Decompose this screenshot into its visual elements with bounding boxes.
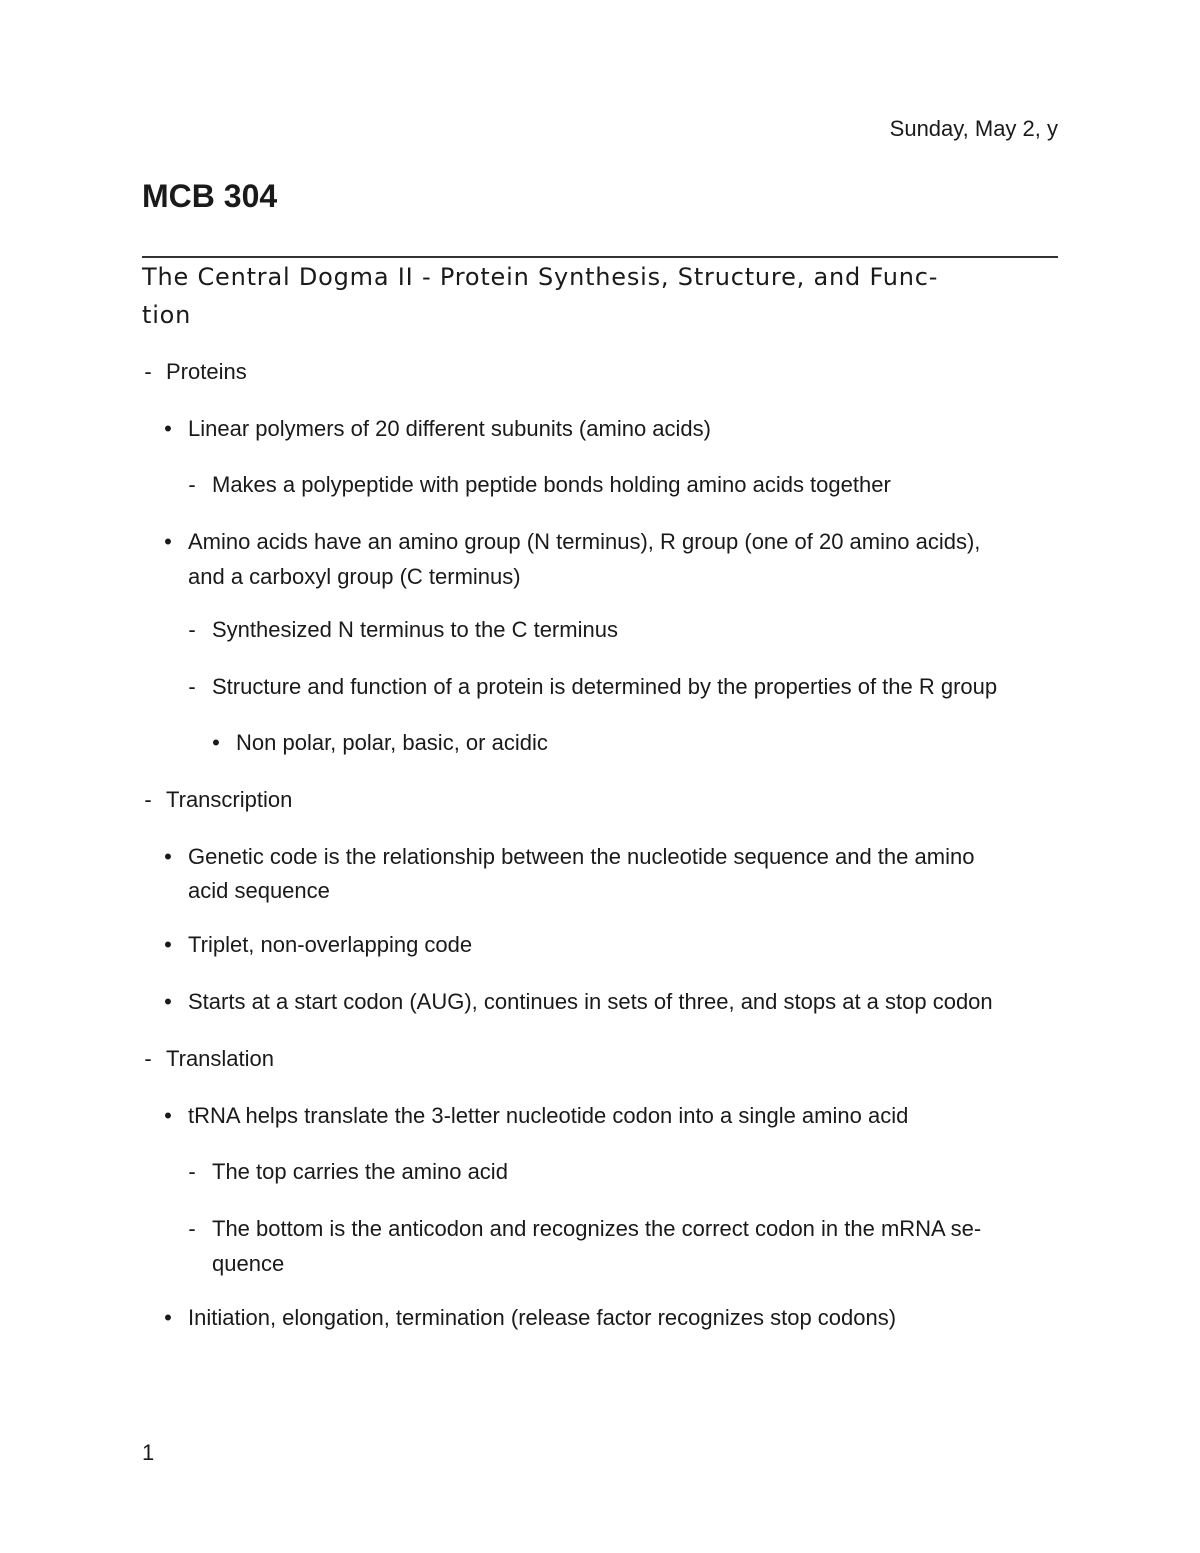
section-heading: [142, 258, 1058, 334]
bullet-marker: •: [164, 1103, 172, 1128]
bullet-marker: •: [164, 989, 172, 1014]
outline-text: Structure and function of a protein is determined by the properties of the R group: [212, 674, 998, 699]
outline-text: Makes a polypeptide with peptide bonds holding amino acids together: [212, 472, 891, 497]
dash-marker: -: [188, 1159, 196, 1184]
outline-text: The top carries the amino acid: [212, 1159, 508, 1184]
outline-text: and a carboxyl group (C terminus): [188, 564, 521, 589]
outline-text: Linear polymers of 20 different subunits (amino acids): [188, 416, 711, 441]
outline-text: Triplet, non-overlapping code: [188, 932, 473, 957]
outline-text: Transcription: [166, 787, 293, 812]
outline-text: quence: [212, 1251, 285, 1276]
bullet-marker: •: [212, 730, 220, 755]
bullet-marker: •: [164, 932, 172, 957]
bullet-marker: •: [164, 416, 172, 441]
dash-marker: -: [144, 1046, 152, 1071]
section-heading-line-1: The Central Dogma II - Protein Synthesis, Structure, and Func-: [142, 263, 939, 291]
document-date: Sunday, May 2, y: [889, 116, 1058, 141]
outline-text: acid sequence: [188, 878, 330, 903]
outline-text: Synthesized N terminus to the C terminus: [212, 617, 618, 642]
outline-text: tRNA helps translate the 3-letter nucleotide codon into a single amino acid: [188, 1103, 909, 1128]
dash-marker: -: [144, 359, 152, 384]
dash-marker: -: [144, 787, 152, 812]
bullet-marker: •: [164, 1305, 172, 1330]
dash-marker: -: [188, 674, 196, 699]
outline-text: Genetic code is the relationship between the nucleotide sequence and the amino: [188, 844, 975, 869]
bullet-marker: •: [164, 844, 172, 869]
outline-text: Amino acids have an amino group (N terminus), R group (one of 20 amino acids),: [188, 529, 981, 554]
bullet-marker: •: [164, 529, 172, 554]
dash-marker: -: [188, 472, 196, 497]
outline-text: Non polar, polar, basic, or acidic: [236, 730, 548, 755]
dash-marker: -: [188, 1216, 196, 1241]
outline-text: Starts at a start codon (AUG), continues in sets of three, and stops at a stop codon: [188, 989, 993, 1014]
outline-text: Initiation, elongation, termination (release factor recognizes stop codons): [188, 1305, 897, 1330]
course-title: MCB 304: [142, 178, 278, 214]
outline-text: The bottom is the anticodon and recognizes the correct codon in the mRNA se-: [212, 1216, 982, 1241]
section-heading-line-2: tion: [142, 301, 192, 329]
outline-text: Proteins: [166, 359, 247, 384]
outline-text: Translation: [166, 1046, 275, 1071]
page-number: 1: [142, 1440, 155, 1465]
dash-marker: -: [188, 617, 196, 642]
